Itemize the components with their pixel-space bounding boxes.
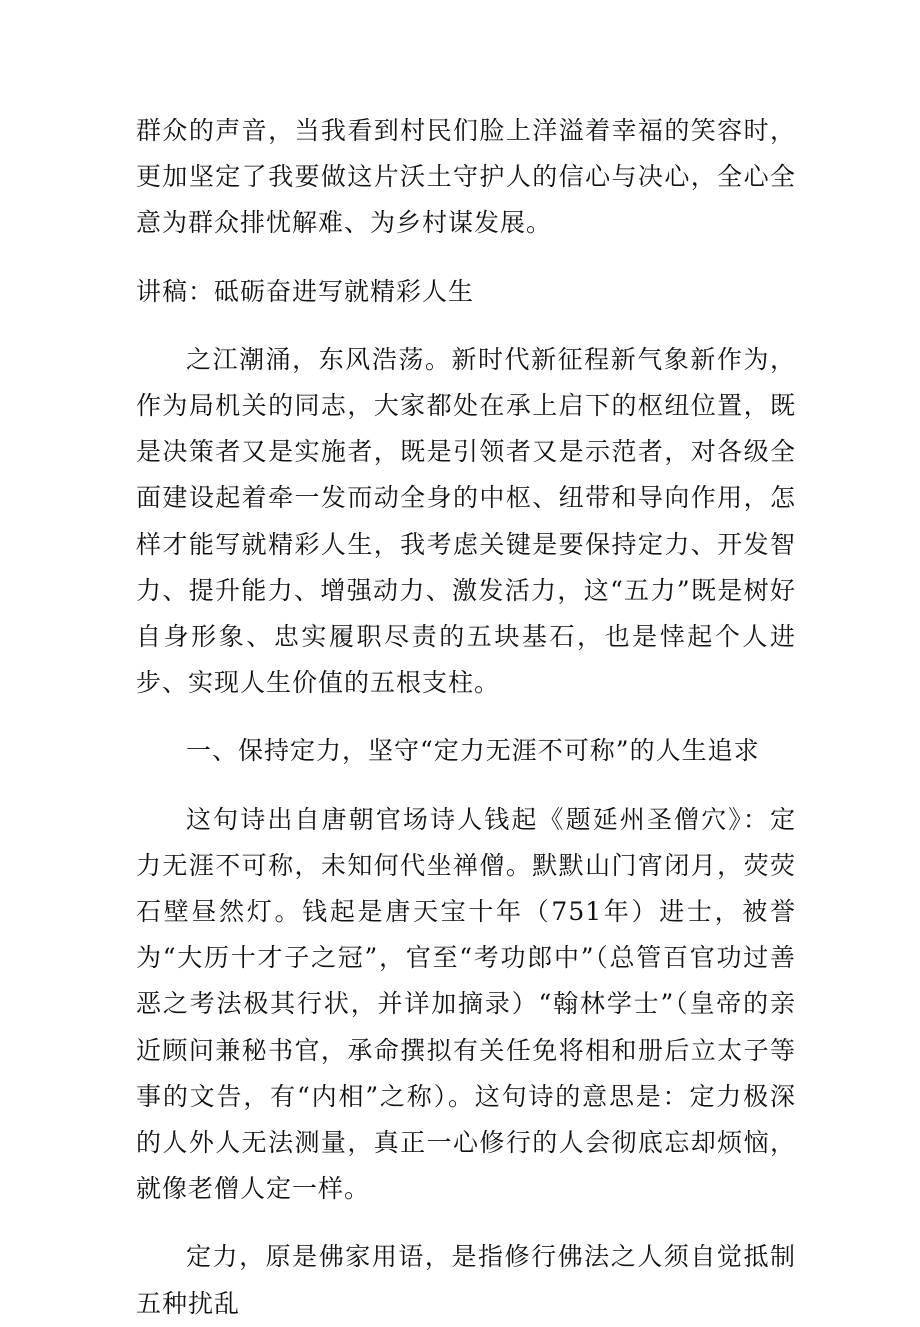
paragraph-closing-sentence: 群众的声音，当我看到村民们脸上洋溢着幸福的笑容时，更加坚定了我要做这片沃土守护人的信心与决心，全心全意为群众排忧解难、为乡村谋发展。: [136, 116, 796, 238]
document-body: [136, 108, 796, 1327]
section-heading-1: 一、保持定力，坚守“定力无涯不可称”的人生追求: [186, 736, 760, 766]
paragraph-definition: 定力，原是佛家用语，是指修行佛法之人须自觉抵制五种扰乱: [136, 1242, 796, 1318]
paragraph-poem-explanation: 这句诗出自唐朝官场诗人钱起《题延州圣僧穴》：定力无涯不可称，未知何代坐禅僧。默默山门宵闭月，荧荧石壁昼然灯。钱起是唐天宝十年（751年）进士，被誉为“大历十才子之冠”，官至“考功郎中”（总管百官功过善恶之考法极其行状，并详加摘录）“翰林学士”（皇帝的亲近顾问兼秘书官，承命撰拟有关任免将相和册后立太子等事的文告，有“内相”之称）。这句诗的意思是：定力极深的人外人无法测量，真正一心修行的人会彻底忘却烦恼，就像老僧人定一样。: [136, 804, 796, 1204]
paragraph-intro: 之江潮涌，东风浩荡。新时代新征程新气象新作为，作为局机关的同志，大家都处在承上启下的枢纽位置，既是决策者又是实施者，既是引领者又是示范者，对各级全面建设起着牵一发而动全身的中枢、纽带和导向作用，怎样才能写就精彩人生，我考虑关键是要保持定力、开发智力、提升能力、增强动力、激发活力，这“五力”既是树好自身形象、忠实履职尽责的五块基石，也是悻起个人进步、实现人生价值的五根支柱。: [136, 344, 796, 698]
speech-heading: 讲稿：砥砺奋进写就精彩人生: [136, 276, 475, 306]
